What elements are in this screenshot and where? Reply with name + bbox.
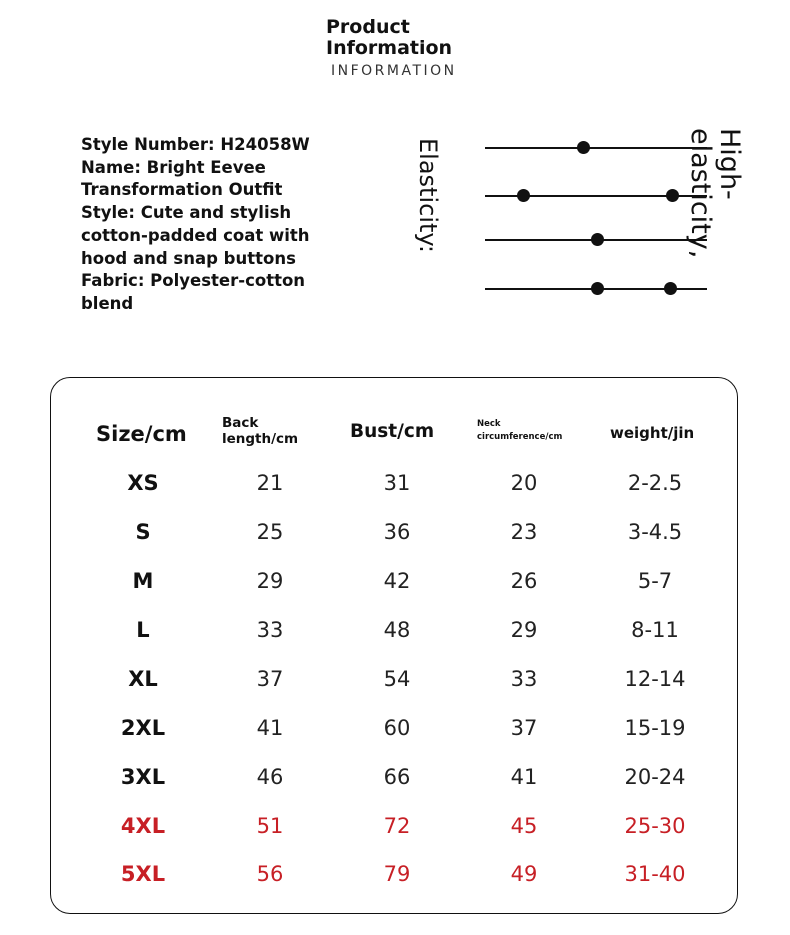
cell-back: 37 bbox=[256, 667, 284, 691]
cell-size: 2XL bbox=[120, 716, 166, 740]
cell-size: M bbox=[132, 569, 154, 593]
cell-bust: 48 bbox=[383, 618, 411, 642]
elasticity-label: Elasticity: bbox=[414, 138, 442, 253]
header-neck-line2: circumference/cm bbox=[477, 432, 563, 442]
info-line: Transformation Outfit bbox=[81, 180, 283, 200]
product-info bbox=[81, 134, 343, 316]
cell-back: 51 bbox=[256, 814, 284, 838]
cell-size: XL bbox=[128, 667, 158, 691]
cell-neck: 37 bbox=[510, 716, 538, 740]
cell-size: S bbox=[135, 520, 151, 544]
cell-neck: 45 bbox=[510, 814, 538, 838]
cell-weight: 8-11 bbox=[631, 618, 679, 642]
cell-weight: 31-40 bbox=[624, 862, 686, 886]
header-weight: weight/jin bbox=[610, 424, 695, 442]
header-back-line2: length/cm bbox=[222, 431, 299, 447]
info-line: Name: Bright Eevee bbox=[81, 157, 266, 177]
cell-bust: 54 bbox=[383, 667, 411, 691]
info-line: hood and snap buttons bbox=[81, 248, 296, 268]
cell-bust: 72 bbox=[383, 814, 411, 838]
cell-size: 5XL bbox=[120, 862, 166, 886]
header-back-line1: Back bbox=[222, 415, 259, 431]
header-size: Size/cm bbox=[96, 422, 187, 446]
cell-size: L bbox=[136, 618, 150, 642]
scale-dot bbox=[517, 189, 530, 202]
header-bust: Bust/cm bbox=[350, 421, 435, 442]
info-line: cotton-padded coat with bbox=[81, 225, 310, 245]
cell-neck: 29 bbox=[510, 618, 538, 642]
cell-weight: 2-2.5 bbox=[627, 471, 683, 495]
cell-neck: 33 bbox=[510, 667, 538, 691]
cell-bust: 31 bbox=[383, 471, 411, 495]
title-block bbox=[326, 17, 476, 79]
cell-back: 33 bbox=[256, 618, 284, 642]
scale-dot bbox=[577, 141, 590, 154]
scale-line bbox=[485, 147, 707, 149]
info-line: Style Number: H24058W bbox=[81, 135, 310, 154]
cell-back: 25 bbox=[256, 520, 284, 544]
cell-back: 46 bbox=[256, 765, 284, 789]
info-line: Style: Cute and stylish bbox=[81, 203, 292, 223]
cell-weight: 12-14 bbox=[624, 667, 686, 691]
cell-size: 3XL bbox=[120, 765, 166, 789]
scale-dot bbox=[666, 189, 679, 202]
cell-size: XS bbox=[127, 471, 159, 495]
cell-bust: 60 bbox=[383, 716, 411, 740]
cell-neck: 20 bbox=[510, 471, 538, 495]
header-back-length bbox=[222, 415, 298, 447]
scale-dot bbox=[664, 282, 677, 295]
cell-bust: 42 bbox=[383, 569, 411, 593]
cell-size: 4XL bbox=[120, 814, 166, 838]
cell-weight: 3-4.5 bbox=[627, 520, 683, 544]
size-table bbox=[50, 377, 738, 914]
page-title: Product Information bbox=[326, 16, 453, 59]
header-neck bbox=[477, 418, 562, 444]
cell-neck: 41 bbox=[510, 765, 538, 789]
cell-bust: 66 bbox=[383, 765, 411, 789]
high-elasticity-label: High-elasticity, bbox=[685, 128, 745, 259]
scale-dot bbox=[591, 233, 604, 246]
cell-back: 41 bbox=[256, 716, 284, 740]
header-neck-line1: Neck bbox=[477, 419, 501, 429]
cell-back: 21 bbox=[256, 471, 284, 495]
cell-back: 56 bbox=[256, 862, 284, 886]
cell-weight: 25-30 bbox=[624, 814, 686, 838]
info-line: blend bbox=[81, 293, 134, 313]
page-subtitle: INFORMATION bbox=[331, 63, 457, 79]
cell-neck: 23 bbox=[510, 520, 538, 544]
scale-dot bbox=[591, 282, 604, 295]
cell-weight: 5-7 bbox=[637, 569, 673, 593]
info-line: Fabric: Polyester-cotton bbox=[81, 271, 306, 291]
cell-neck: 49 bbox=[510, 862, 538, 886]
cell-weight: 15-19 bbox=[624, 716, 686, 740]
cell-weight: 20-24 bbox=[624, 765, 686, 789]
cell-neck: 26 bbox=[510, 569, 538, 593]
cell-bust: 36 bbox=[383, 520, 411, 544]
cell-bust: 79 bbox=[383, 862, 411, 886]
cell-back: 29 bbox=[256, 569, 284, 593]
